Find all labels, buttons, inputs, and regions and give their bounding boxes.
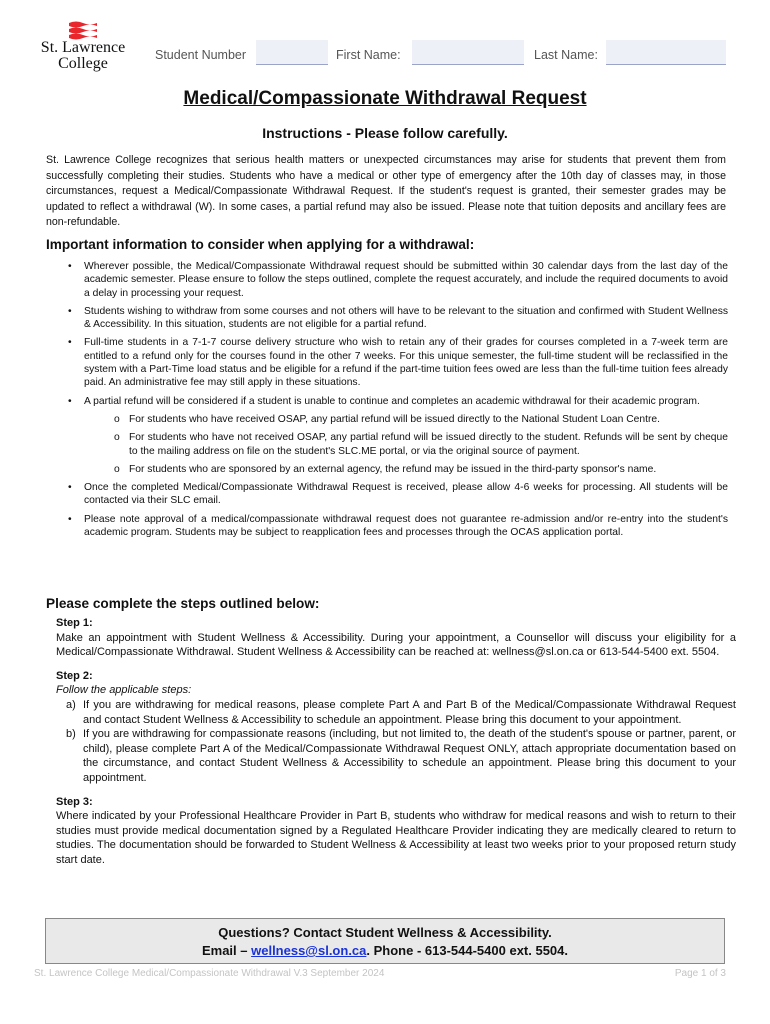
email-prefix: Email – (201, 943, 252, 958)
step-3-title: Step 3: (56, 795, 93, 808)
step-2-list (56, 698, 736, 786)
sub-list-item: o For students who have received OSAP, any partial refund will be issued directly to the National Student Loan Centre. (84, 413, 728, 426)
intro-paragraph: St. Lawrence College recognizes that serious health matters or unexpected circumstances may arise for students that prevent them from successfully completing their studies. Students who have a medical or other type of emergency after the 10th day of classes may, in those circumstances, request a Medical/Compassionate Withdrawal Request. If the student's request is granted, their semester grades may be updated to reflect a withdrawal (W). In some cases, a partial refund may also be issued. Please note that tuition deposits and ancillary fees are non-refundable. (46, 154, 726, 228)
item-marker: a) (66, 698, 76, 711)
flag-logo-icon (67, 20, 99, 40)
logo-line-2: College (58, 55, 108, 72)
contact-box (45, 918, 725, 964)
sub-list-item: o For students who have not received OSAP, any partial refund will be issued directly to the student. Refunds will be sent by cheque to the mailing address on file on the student's SLC.ME portal, or via the original source of payment. (84, 431, 728, 458)
student-number-label: Student Number (155, 48, 247, 62)
last-name-field[interactable] (606, 40, 726, 65)
list-item: • Full-time students in a 7-1-7 course delivery structure who wish to retain any of their grades for courses completed in a 7-week term are entitled to a refund only for the courses found in the other 7 weeks. For this unique semester, the full-time student will be reclassified in the system with a Part-Time load status and be eligible for a refund if the part-time tuition fees owed are less than the full-time tuition fees already paid. An administrative fee may still apply in these situations. (46, 336, 728, 389)
email-link[interactable]: wellness@sl.on.ca (251, 943, 367, 958)
last-name-label: Last Name: (534, 48, 598, 62)
sub-list-item: o For students who are sponsored by an external agency, the refund may be issued in the third-party sponsor's name. (84, 463, 728, 476)
step-2-subtitle: Follow the applicable steps: (56, 684, 192, 697)
steps-block (56, 616, 736, 868)
list-item: • Once the completed Medical/Compassionate Withdrawal Request is received, please allow 4-6 weeks for processing. All students will be contacted via their SLC email. (46, 481, 728, 508)
important-heading: Important information to consider when applying for a withdrawal: (46, 237, 475, 252)
step-1-title: Step 1: (56, 617, 93, 629)
refund-sub-list (84, 413, 728, 476)
item-text: If you are withdrawing for medical reasons, please complete Part A and Part B of the Medical/Compassionate Withdrawal Request and contact Student Wellness & Accessibility to schedule an appointment. Please bring this document to your appointment. (83, 698, 736, 726)
step-3-text: Where indicated by your Professional Healthcare Provider in Part B, students who withdraw for medical reasons and wish to return to their studies must provide medical documentation signed by a Regulated Healthcare Provider indicating they are medically cleared to return to studies. The documentation should be forwarded to Student Wellness & Accessibility at least two weeks prior to your proposed return study start date. (56, 810, 736, 866)
footer-document-version: St. Lawrence College Medical/Compassionate Withdrawal V.3 September 2024 (34, 968, 385, 979)
page-number: Page 1 of 3 (674, 968, 726, 979)
list-item-text: A partial refund will be considered if a student is unable to continue and completes an academic withdrawal for their academic program. (84, 395, 700, 407)
contact-line-1: Questions? Contact Student Wellness & Accessibility. (218, 925, 552, 940)
first-name-label: First Name: (336, 48, 401, 62)
steps-heading: Please complete the steps outlined below: (46, 596, 320, 611)
list-item: • Students wishing to withdraw from some courses and not others will have to be relevant to the situation and confirmed with Student Wellness & Accessibility. In this situation, students are not eligible for a partial refund. (46, 305, 728, 332)
student-number-field[interactable] (256, 40, 328, 65)
college-logo (38, 20, 128, 72)
list-item (56, 727, 736, 785)
page-title: Medical/Compassionate Withdrawal Request (183, 88, 587, 109)
instructions-title: Instructions - Please follow carefully. (262, 125, 508, 141)
item-text: If you are withdrawing for compassionate reasons (including, but not limited to, the death of the student's spouse or partner, parent, or child), please complete Part A of the Medical/Compassionate Withdrawal Request ONLY, attach appropriate documentation based on the circumstance, and contact Student Wellness & Accessibility to schedule an appointment. Please bring this document to your appointment. (83, 728, 736, 784)
first-name-field[interactable] (412, 40, 524, 65)
contact-line-2 (46, 942, 724, 960)
page-footer (34, 968, 726, 979)
list-item: • Wherever possible, the Medical/Compassionate Withdrawal request should be submitted within 30 calendar days from the last day of the academic semester. Please ensure to follow the steps outlined, complete the request accurately, and include the required documents to avoid a delay in processing your request. (46, 260, 728, 300)
phone-text: . Phone - 613-544-5400 ext. 5504. (366, 943, 569, 958)
item-marker: b) (66, 728, 76, 741)
important-list (46, 260, 728, 544)
step-1-text: Make an appointment with Student Wellness & Accessibility. During your appointment, a Counsellor will discuss your eligibility for a Medical/Compassionate Withdrawal. Student Wellness & Accessibility can be reached at: wellness@sl.on.ca or 613-544-5400 ext. 5504. (56, 631, 736, 659)
step-2-title: Step 2: (56, 669, 93, 682)
list-item (56, 698, 736, 727)
list-item: • Please note approval of a medical/compassionate withdrawal request does not guarantee re-admission and/or re-entry into the student's academic program. Students may be subject to reapplication fees and processes through the OCAS application portal. (46, 513, 728, 540)
logo-line-1: St. Lawrence (40, 39, 126, 56)
list-item (46, 395, 728, 476)
